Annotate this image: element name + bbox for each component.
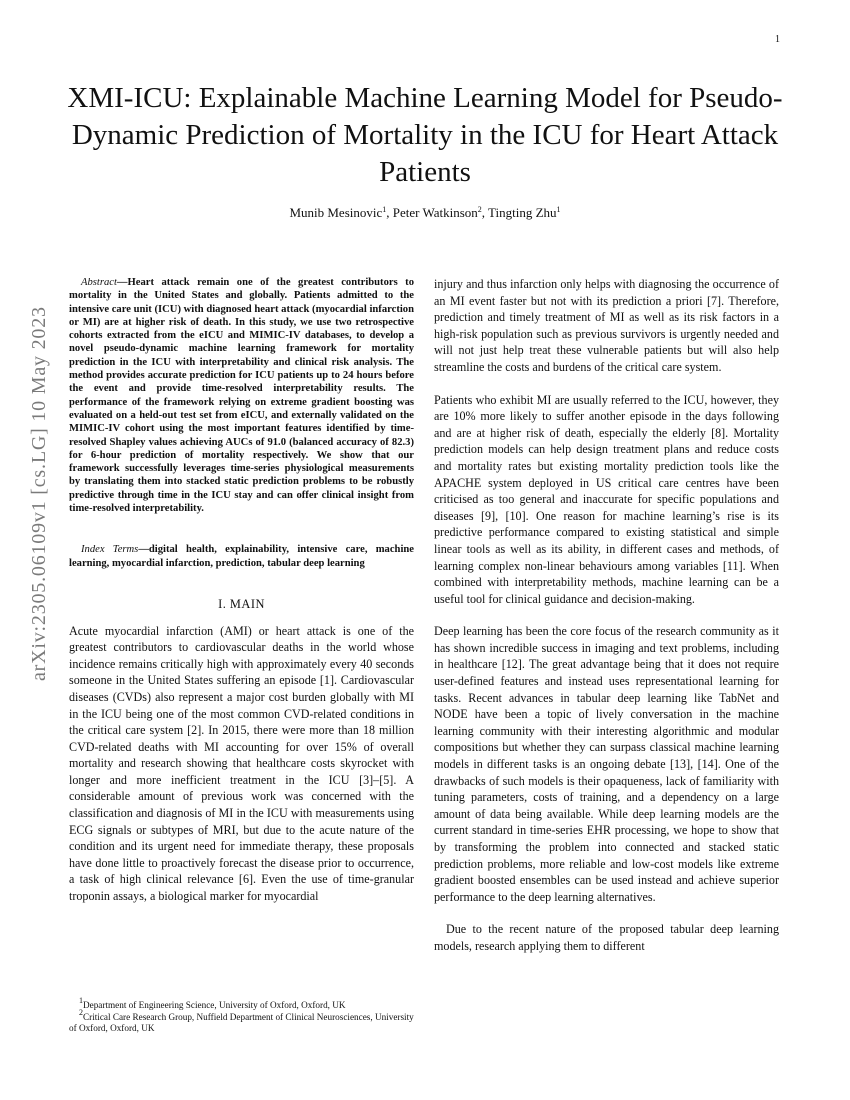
index-terms-label: Index Terms — [81, 544, 139, 556]
abstract — [69, 276, 414, 515]
page-number: 1 — [775, 34, 780, 45]
affiliation-mark: 1 — [556, 205, 561, 214]
affiliation-mark: 1 — [382, 205, 387, 214]
right-column — [434, 276, 779, 971]
paper-title: XMI-ICU: Explainable Machine Learning Model for Pseudo-Dynamic Prediction of Mortality in the ICU for Heart Attack Patients — [67, 82, 783, 188]
author-name: Peter Watkinson — [392, 205, 478, 220]
footnote-mark: 1 — [79, 996, 83, 1005]
abstract-text: —Heart attack remain one of the greatest contributors to mortality in the United States and globally. Patients admitted to the intensive care unit (ICU) with diagnosed heart attack (myocardial infarction or MI) are at higher risk of death. In this study, we use two retrospective cohorts extracted from the eICU and MIMIC-IV databases, to develop a novel pseudo-dynamic machine learning framework for mortality prediction in the ICU with interpretability and clinical risk analysis. The method provides accurate prediction for ICU patients up to 24 hours before the event and provide time-resolved interpretability results. The performance of the framework relying on extreme gradient boosting was evaluated on a held-out test set from eICU, and externally validated on the MIMIC-IV cohort using the most important features identified by time-resolved Shapley values achieving AUCs of 91.0 (balanced accuracy of 82.3) for 6-hour prediction of mortality respectively. We show that our framework successfully leverages time-series physiological measurements by translating them into stacked static prediction problems to be robustly predictive through time in the ICU stay and can offer clinical insight from time-resolved interpretability. — [69, 277, 414, 515]
left-column — [69, 276, 414, 905]
footnotes — [69, 996, 414, 1035]
index-terms-text: —digital health, explainability, intensive care, machine learning, myocardial infarction, prediction, tabular deep learning — [69, 544, 414, 569]
body-paragraph: Due to the recent nature of the proposed tabular deep learning models, research applying them to different — [434, 922, 779, 953]
footnote-mark: 2 — [79, 1007, 83, 1017]
affiliation-mark: 2 — [477, 205, 482, 214]
footnote-text: Critical Care Research Group, Nuffield Department of Clinical Neurosciences, University of Oxford, Oxford, UK — [69, 1011, 414, 1034]
author-list: Munib Mesinovic$^1$, Peter Watkinson$^2$, Tingting Zhu$^1$ — [289, 205, 561, 220]
index-terms — [69, 543, 414, 570]
footnote — [69, 1007, 414, 1035]
body-paragraph: Acute myocardial infarction (AMI) or heart attack is one of the greatest contributors to cardiovascular deaths in the world whose incidence remains critically high with approximately every 40 seconds someone in the United States suffering an episode [1]. Cardiovascular diseases (CVDs) also represent a major cost burden globally with MI in the ICU being one of the most common CVD-related conditions in the critical care system [2]. In 2015, there were more than 18 million CVD-related deaths with MI accounting for over 15% of overall mortality and research showing that healthcare costs skyrocket with longer and more inefficient treatment in the ICU [3]–[5]. A considerable amount of previous work was concerned with the classification and diagnosis of MI in the ICU with measurements using ECG signals or subtypes of MRI, but due to the acute nature of the condition and its urgent need for immediate therapy, these proposals have done little to proactively forecast the disease prior to occurrence, a task of high clinical relevance [6]. Even the use of time-granular troponin assays, a biological marker for myocardial — [69, 623, 414, 904]
abstract-label: Abstract — [81, 277, 117, 288]
footnote-text: Department of Engineering Science, University of Oxford, Oxford, UK — [83, 1000, 346, 1010]
body-paragraph: Patients who exhibit MI are usually referred to the ICU, however, they are 10% more likely to suffer another episode in the days following and are at higher risk of death, especially the elderly [8]. Mortality prediction models can help design treatment plans and reduce costs and mortality rates but existing mortality prediction tools like the APACHE system deployed in US critical care centres have been criticised as too general and inaccurate for specific populations and diseases [9], [10]. One reason for machine learning’s rise is its predictive performance compared to existing statistical and simple linear tools as well as its ability, in different cases and methods, of learning complex non-linear behaviours among variables [11]. When combined with interpretability methods, machine learning can be a useful tool for clinical guidance and decision-making. — [434, 392, 779, 606]
footnote — [69, 996, 414, 1012]
author-name: Tingting Zhu — [488, 205, 557, 220]
author-name: Munib Mesinovic — [289, 205, 383, 220]
arxiv-identifier: arXiv:2305.06109v1 [cs.LG] 10 May 2023 — [28, 306, 50, 681]
section-heading: I. MAIN — [218, 596, 265, 611]
body-paragraph: Deep learning has been the core focus of the research community as it has shown incredible success in imaging and text problems, including in healthcare [12]. The great advantage being that it does not require user-defined features and instead uses representational learning for tasks. Recent advances in tabular deep learning like TabNet and NODE have been a topic of lively conversation in the machine learning community with their interesting algorithmic and modular compositions but whether they can surpass classical machine learning models in different tasks is an ongoing debate [13], [14]. One of the drawbacks of such models is their opaqueness, lack of familiarity with tuning parameters, costs of training, and a dependency on a large amount of data being available. While deep learning models are the current standard in time-series EHR processing, we hope to show that by transforming the problem into connected and stacked static prediction problems, more reliable and low-cost models like extreme gradient boosted ensembles can be used instead and achieve superior performance to the deep learning alternatives. — [434, 624, 779, 904]
body-paragraph: injury and thus infarction only helps with diagnosing the occurrence of an MI event faster but not with its prediction a priori [7]. Therefore, prediction and timely treatment of MI as well as its risk factors in a high-risk population such as previous survivors is urgently needed and will not just help treat these vulnerable patients but will also help streamline the costs and burdens of the critical care system. — [434, 277, 779, 374]
